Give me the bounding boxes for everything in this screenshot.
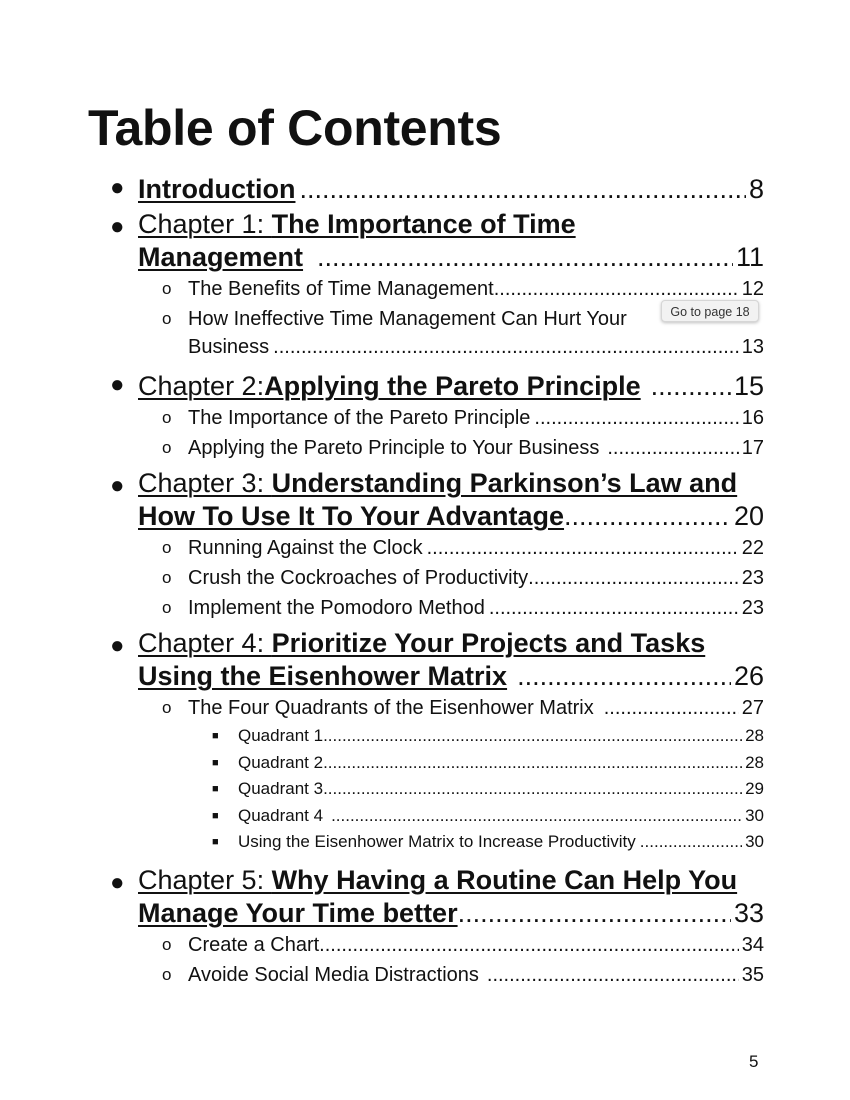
- square-bullet-icon: ■: [212, 756, 219, 769]
- leader-dots: [534, 403, 738, 433]
- chapter-prefix[interactable]: Chapter 5:: [138, 864, 272, 895]
- circle-bullet-icon: o: [162, 964, 172, 984]
- chapter-prefix[interactable]: Chapter 3:: [138, 468, 272, 498]
- toc-link-chapter-4-line-2[interactable]: Using the Eisenhower Matrix: [138, 661, 508, 691]
- bullet-icon: ●: [110, 371, 125, 398]
- toc-link-chapter-5-line-1[interactable]: Why Having a Routine Can Help You: [271, 864, 738, 895]
- toc-page-number: 20: [733, 501, 764, 531]
- leader-dots: [607, 433, 738, 463]
- toc-page-number: 35: [741, 963, 764, 986]
- toc-link[interactable]: The Benefits of Time Management: [188, 278, 494, 300]
- toc-link-chapter-2[interactable]: Applying the Pareto Principle: [264, 371, 641, 401]
- toc-link-chapter-5-line-2[interactable]: Manage Your Time better: [138, 897, 458, 928]
- leader-dots: [331, 803, 742, 830]
- chapter-prefix[interactable]: Chapter 2:: [138, 371, 265, 401]
- leader-dots: [427, 533, 739, 563]
- toc-page-number: 13: [741, 336, 764, 358]
- toc-page-number: 26: [733, 661, 764, 691]
- toc-entry-quadrant-3[interactable]: [210, 776, 764, 803]
- toc-link-chapter-3-line-1[interactable]: Understanding Parkinson’s Law and: [271, 468, 738, 498]
- bullet-icon: ●: [110, 868, 125, 896]
- toc-page-number: 12: [741, 278, 764, 300]
- toc-page-number: 23: [741, 567, 764, 589]
- toc-entry-chapter-1[interactable]: [110, 208, 764, 274]
- toc-page-number: 23: [741, 597, 764, 619]
- toc-entry-using-eisenhower-matrix[interactable]: [210, 829, 764, 856]
- leader-dots: [517, 660, 731, 693]
- toc-page-number: 34: [741, 933, 764, 956]
- toc-link[interactable]: Implement the Pomodoro Method: [188, 597, 485, 619]
- toc-link[interactable]: The Four Quadrants of the Eisenhower Matrix: [188, 697, 594, 719]
- page-title: Table of Contents: [88, 100, 502, 156]
- toc-entry-crush-cockroaches[interactable]: [162, 563, 764, 593]
- toc-link-chapter-1-line-1[interactable]: The Importance of Time: [271, 209, 576, 239]
- toc-link-introduction[interactable]: Introduction: [138, 174, 296, 204]
- toc-link[interactable]: Quadrant 4: [238, 805, 324, 825]
- toc-link-chapter-3-line-2[interactable]: How To Use It To Your Advantage: [138, 501, 565, 531]
- leader-dots: [317, 241, 733, 274]
- toc-entry-pomodoro-method[interactable]: [162, 593, 764, 623]
- toc-link[interactable]: Quadrant 3: [238, 779, 324, 798]
- toc-entry-chapter-2[interactable]: [110, 366, 764, 403]
- leader-dots: [564, 500, 731, 533]
- toc-link-chapter-1-line-2[interactable]: Management: [138, 242, 304, 272]
- circle-bullet-icon: o: [162, 279, 172, 298]
- toc-link-chapter-4-line-1[interactable]: Prioritize Your Projects and Tasks: [271, 628, 706, 658]
- toc-page-number: 16: [741, 407, 764, 429]
- toc-entry-social-media-distractions[interactable]: [162, 960, 764, 990]
- toc-page-number: 28: [745, 752, 764, 772]
- leader-dots: [319, 930, 739, 960]
- leader-dots: [299, 173, 746, 206]
- leader-dots: [489, 593, 739, 623]
- toc-entry-four-quadrants[interactable]: [162, 693, 764, 723]
- circle-bullet-icon: o: [162, 438, 172, 457]
- toc-entry-importance-of-pareto[interactable]: [162, 403, 764, 433]
- toc-page-number: 29: [745, 779, 764, 798]
- bullet-icon: ●: [110, 174, 125, 201]
- toc-entry-running-against-clock[interactable]: [162, 533, 764, 563]
- bullet-icon: ●: [110, 632, 125, 659]
- toc-page-number: 17: [741, 437, 764, 459]
- toc-entry-quadrant-2[interactable]: [210, 750, 764, 777]
- toc-page-number: 15: [733, 371, 764, 401]
- square-bullet-icon: ■: [212, 809, 219, 822]
- toc-page-number: 30: [745, 832, 764, 851]
- chapter-prefix[interactable]: Chapter 1:: [138, 209, 272, 239]
- toc-entry-quadrant-4[interactable]: [210, 803, 764, 830]
- circle-bullet-icon: o: [162, 309, 172, 328]
- toc-link[interactable]: Using the Eisenhower Matrix to Increase Productivity: [238, 832, 636, 851]
- toc-page-number: 30: [745, 805, 764, 825]
- toc-link[interactable]: Create a Chart: [188, 933, 320, 956]
- leader-dots: [604, 693, 739, 723]
- circle-bullet-icon: o: [162, 408, 172, 427]
- circle-bullet-icon: o: [162, 698, 172, 717]
- square-bullet-icon: ■: [212, 783, 219, 795]
- toc-page-number: 28: [745, 726, 764, 745]
- toc-list: [110, 166, 764, 990]
- leader-dots: [273, 334, 739, 360]
- leader-dots: [458, 897, 731, 930]
- circle-bullet-icon: o: [162, 598, 172, 617]
- circle-bullet-icon: o: [162, 568, 172, 587]
- leader-dots: [487, 960, 739, 990]
- leader-dots: [640, 829, 742, 856]
- page-number: 5: [749, 1052, 759, 1071]
- toc-entry-applying-pareto-to-business[interactable]: [162, 433, 764, 463]
- leader-dots: [323, 723, 742, 750]
- circle-bullet-icon: o: [162, 538, 172, 557]
- toc-entry-chapter-3[interactable]: [110, 467, 764, 533]
- toc-link[interactable]: Applying the Pareto Principle to Your Business: [188, 437, 600, 459]
- toc-link[interactable]: Avoide Social Media Distractions: [188, 963, 479, 986]
- toc-entry-chapter-5[interactable]: [110, 864, 764, 930]
- bullet-icon: ●: [110, 472, 125, 499]
- link-tooltip: Go to page 18: [661, 300, 759, 322]
- leader-dots: [323, 750, 742, 777]
- leader-dots: [323, 776, 742, 803]
- toc-entry-introduction[interactable]: [110, 169, 764, 206]
- toc-link[interactable]: Running Against the Clock: [188, 537, 423, 559]
- toc-page-number: 22: [741, 537, 764, 559]
- bullet-icon: ●: [110, 213, 125, 240]
- toc-link-line-2[interactable]: Business: [188, 336, 270, 358]
- toc-page-number: 11: [735, 242, 764, 272]
- chapter-prefix[interactable]: Chapter 4:: [138, 628, 272, 658]
- toc-page-number: 8: [748, 174, 764, 204]
- square-bullet-icon: ■: [212, 836, 219, 848]
- leader-dots: [528, 563, 739, 593]
- toc-entry-create-a-chart[interactable]: [162, 930, 764, 960]
- leader-dots: [651, 370, 731, 403]
- circle-bullet-icon: o: [162, 934, 172, 954]
- toc-page-number: 27: [741, 697, 764, 719]
- toc-page-number: 33: [733, 897, 764, 928]
- toc-entry-quadrant-1[interactable]: [210, 723, 764, 750]
- toc-link[interactable]: Crush the Cockroaches of Productivity: [188, 567, 529, 589]
- toc-link-line-1[interactable]: How Ineffective Time Management Can Hurt Your: [188, 308, 627, 330]
- square-bullet-icon: ■: [212, 730, 219, 742]
- toc-entry-chapter-4[interactable]: [110, 627, 764, 693]
- toc-link[interactable]: The Importance of the Pareto Principle: [188, 407, 531, 429]
- toc-link[interactable]: Quadrant 2: [238, 752, 324, 772]
- toc-link[interactable]: Quadrant 1: [238, 726, 324, 745]
